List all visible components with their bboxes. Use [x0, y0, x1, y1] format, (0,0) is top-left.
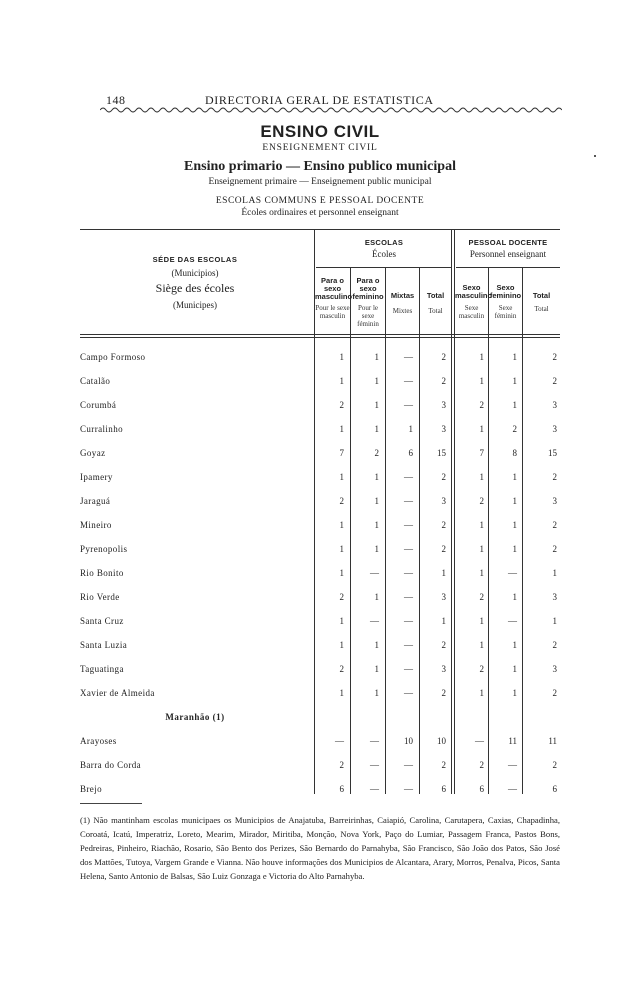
- footnote-rule: [80, 803, 142, 804]
- footnote: (1) Não mantinham escolas municipaes os Municipios de Anajatuba, Barreirinhas, Caiapió, Carolina, Carutapera, Caxias, Chapadinha, Coroatá, Icatú, Imperatriz, Loreto, Mearim, Mirador, Miritiba, Monção, Nova York, Paço do Lumiar, Passagem Franca, Pastos Bons, Pedreiras, Pinheiro, Riachão, Rosario, São Bento dos Perizes, São Bernardo do Parnahyba, São Francisco, São João dos Patos, São José dos Mattões, Tutoya, Vargem Grande e Vianna. Não houve informações dos Municipios de Alcantara, Arary, Morros, Penalva, Picos, Santa Helena, Santo Antonio de Balsas, São Luiz Gonzaga e Victoria do Alto Parnahyba.: [80, 815, 560, 881]
- table-cell: 3: [441, 400, 446, 410]
- table-cell: 2: [552, 688, 557, 698]
- table-cell: 1: [512, 544, 517, 554]
- table-cell: 1: [512, 352, 517, 362]
- table-cell: 2: [339, 592, 344, 602]
- table-cell: 2: [552, 520, 557, 530]
- table-row: [0, 520, 640, 534]
- table-cell: 2: [339, 664, 344, 674]
- table-row: [0, 760, 640, 774]
- table-row: [0, 424, 640, 438]
- table-cell: 1: [339, 688, 344, 698]
- table-cell: 2: [479, 760, 484, 770]
- table-cell: 3: [552, 664, 557, 674]
- table-cell: 7: [339, 448, 344, 458]
- group-pessoal-pt: PESSOAL DOCENTE: [468, 238, 548, 247]
- speck: [594, 155, 596, 157]
- table-cell: —: [404, 616, 413, 626]
- table-cell: 1: [479, 472, 484, 482]
- row-label: Arayoses: [80, 736, 117, 746]
- table-cell: 1: [512, 640, 517, 650]
- table-cell: —: [404, 760, 413, 770]
- table-cell: —: [404, 640, 413, 650]
- table-cell: 1: [374, 352, 379, 362]
- table-cell: 1: [339, 376, 344, 386]
- table-cell: 2: [441, 688, 446, 698]
- table-cell: 2: [441, 640, 446, 650]
- table-cell: 2: [552, 640, 557, 650]
- table-cell: —: [508, 784, 517, 794]
- row-label: Mineiro: [80, 520, 112, 530]
- table-cell: 1: [339, 424, 344, 434]
- row-label: Goyaz: [80, 448, 106, 458]
- table-cell: 1: [339, 616, 344, 626]
- col-divider: [451, 229, 452, 794]
- table-title: ESCOLAS COMMUNS E PESSOAL DOCENTE: [215, 196, 425, 206]
- table-cell: 1: [339, 568, 344, 578]
- table-cell: —: [370, 568, 379, 578]
- table-cell: —: [404, 472, 413, 482]
- col-header: [523, 292, 560, 300]
- table-cell: 6: [441, 784, 446, 794]
- row-label: Taguatinga: [80, 664, 124, 674]
- table-cell: 1: [374, 688, 379, 698]
- table-cell: 1: [374, 496, 379, 506]
- row-label: Xavier de Almeida: [80, 688, 155, 698]
- table-cell: 2: [441, 760, 446, 770]
- table-cell: 1: [374, 520, 379, 530]
- table-cell: 1: [479, 616, 484, 626]
- table-row: [0, 376, 640, 390]
- section-title-fr: Enseignement primaire — Enseignement public municipal: [208, 177, 432, 187]
- table-row: [0, 496, 640, 510]
- table-cell: 8: [512, 448, 517, 458]
- main-title-fr: ENSEIGNEMENT CIVIL: [262, 143, 378, 153]
- table-cell: —: [404, 520, 413, 530]
- table-cell: 1: [479, 520, 484, 530]
- table-title-fr: Écoles ordinaires et personnel enseignant: [241, 208, 399, 218]
- table-row: [0, 736, 640, 750]
- col-header-fr: Sexe féminin: [494, 304, 517, 320]
- table-cell: —: [404, 352, 413, 362]
- row-label: Ipamery: [80, 472, 113, 482]
- table-cell: 15: [548, 448, 557, 458]
- table-cell: 3: [552, 592, 557, 602]
- table-cell: —: [335, 736, 344, 746]
- col-header: [455, 283, 493, 300]
- table-cell: 1: [339, 640, 344, 650]
- table-cell: 1: [374, 472, 379, 482]
- table-cell: 1: [512, 520, 517, 530]
- table-cell: 2: [552, 760, 557, 770]
- row-label: Rio Verde: [80, 592, 120, 602]
- table-cell: 1: [512, 376, 517, 386]
- col-header-fr: Sexe masculin: [458, 304, 485, 320]
- col-header: [386, 292, 419, 300]
- table-cell: 3: [441, 424, 446, 434]
- col-header-fr: Total: [534, 305, 549, 313]
- table-cell: 2: [479, 400, 484, 410]
- col-header-label: Sexo masculino: [455, 283, 493, 300]
- table-cell: 6: [408, 448, 413, 458]
- table-cell: 1: [441, 568, 446, 578]
- table-row: [0, 640, 640, 654]
- table-cell: —: [404, 688, 413, 698]
- table-cell: —: [404, 568, 413, 578]
- table-row: [0, 400, 640, 414]
- main-title: ENSINO CIVIL: [260, 122, 380, 141]
- row-label: Santa Luzia: [80, 640, 128, 650]
- table-cell: 1: [552, 616, 557, 626]
- table-cell: 10: [437, 736, 446, 746]
- col-header-label: Para o sexo masculino: [315, 276, 353, 301]
- col-header: [489, 284, 522, 300]
- table-top-rule: [80, 229, 560, 230]
- table-row: [0, 664, 640, 678]
- table-cell: —: [404, 496, 413, 506]
- table-cell: 3: [441, 592, 446, 602]
- table-cell: 6: [552, 784, 557, 794]
- col-header-label: Total: [532, 291, 551, 300]
- table-cell: —: [404, 664, 413, 674]
- table-cell: 1: [339, 472, 344, 482]
- table-cell: 2: [512, 424, 517, 434]
- table-cell: 1: [374, 544, 379, 554]
- section-title: Ensino primario — Ensino publico municipal: [184, 159, 456, 174]
- table-cell: 1: [479, 640, 484, 650]
- group-escolas-fr: Écoles: [372, 249, 396, 259]
- col-header-label: Para o sexo feminino: [352, 276, 384, 301]
- table-cell: 6: [339, 784, 344, 794]
- table-cell: 1: [512, 472, 517, 482]
- table-cell: 2: [374, 448, 379, 458]
- table-cell: —: [404, 544, 413, 554]
- group-escolas: [316, 238, 452, 259]
- table-cell: 10: [404, 736, 413, 746]
- table-cell: 15: [437, 448, 446, 458]
- table-cell: 1: [512, 688, 517, 698]
- table-cell: 1: [339, 520, 344, 530]
- table-cell: 11: [548, 736, 557, 746]
- col-header-fr: Total: [428, 307, 443, 315]
- table-cell: 1: [479, 376, 484, 386]
- wavy-rule: [100, 106, 562, 114]
- stub-header: [80, 255, 310, 310]
- table-cell: 2: [441, 544, 446, 554]
- table-cell: 2: [479, 496, 484, 506]
- group-escolas-pt: ESCOLAS: [364, 238, 404, 247]
- table-cell: —: [404, 400, 413, 410]
- table-cell: 2: [479, 664, 484, 674]
- table-cell: —: [404, 784, 413, 794]
- table-cell: 1: [512, 592, 517, 602]
- table-row: [0, 448, 640, 462]
- col-header-label: Total: [426, 291, 445, 300]
- stub-sub-fr: Siège des écoles: [155, 281, 235, 295]
- table-cell: 2: [339, 496, 344, 506]
- col-header-fr: Pour le sexe masculin: [315, 304, 350, 320]
- table-cell: 2: [339, 400, 344, 410]
- table-cell: 1: [408, 424, 413, 434]
- group-pessoal: [456, 238, 560, 259]
- table-row: [0, 592, 640, 606]
- table-cell: —: [370, 760, 379, 770]
- row-label: Santa Cruz: [80, 616, 124, 626]
- table-cell: 2: [339, 760, 344, 770]
- table-cell: 11: [508, 736, 517, 746]
- col-header-label: Mixtas: [390, 291, 415, 300]
- table-cell: 3: [552, 400, 557, 410]
- row-label: Jaraguá: [80, 496, 111, 506]
- table-cell: 1: [479, 568, 484, 578]
- escolas-group-rule: [316, 267, 452, 268]
- row-label: Campo Formoso: [80, 352, 146, 362]
- pessoal-group-rule: [456, 267, 560, 268]
- row-label: Corumbá: [80, 400, 117, 410]
- table-cell: 6: [479, 784, 484, 794]
- table-cell: —: [475, 736, 484, 746]
- table-cell: 1: [339, 352, 344, 362]
- table-cell: 1: [374, 664, 379, 674]
- table-cell: 3: [552, 424, 557, 434]
- col-header: [420, 292, 451, 300]
- col-header: [351, 277, 385, 301]
- row-label: Barra do Corda: [80, 760, 142, 770]
- page-number: 148: [106, 93, 126, 107]
- table-cell: 1: [339, 544, 344, 554]
- table-cell: 3: [441, 664, 446, 674]
- section-heading-maranhao: Maranhão (1): [165, 712, 225, 722]
- table-cell: 1: [374, 376, 379, 386]
- table-cell: 2: [441, 472, 446, 482]
- row-label: Catalão: [80, 376, 111, 386]
- table-cell: 1: [374, 592, 379, 602]
- col-header-fr: Pour le sexe féminin: [357, 304, 379, 328]
- row-label: Curralinho: [80, 424, 123, 434]
- stub-title: SÉDE DAS ESCOLAS: [152, 255, 238, 264]
- table-cell: —: [404, 592, 413, 602]
- table-cell: 1: [479, 352, 484, 362]
- table-cell: —: [508, 616, 517, 626]
- stub-sub1: (Municipios): [171, 268, 219, 278]
- table-cell: 1: [512, 496, 517, 506]
- table-cell: —: [404, 376, 413, 386]
- table-row: [0, 688, 640, 702]
- table-cell: 7: [479, 448, 484, 458]
- stub-sub2: (Municipes): [173, 300, 217, 310]
- col-header: [315, 276, 353, 301]
- row-label: Pyrenopolis: [80, 544, 128, 554]
- table-cell: —: [370, 616, 379, 626]
- table-cell: 1: [479, 544, 484, 554]
- table-cell: 1: [374, 400, 379, 410]
- table-cell: —: [370, 784, 379, 794]
- row-label: Rio Bonito: [80, 568, 124, 578]
- col-header-fr: Mixtes: [392, 307, 413, 315]
- table-cell: 2: [441, 352, 446, 362]
- table-row: [0, 352, 640, 366]
- group-pessoal-fr: Personnel enseignant: [469, 249, 547, 259]
- table-cell: 3: [441, 496, 446, 506]
- running-title: DIRECTORIA GERAL DE ESTATISTICA: [205, 93, 434, 107]
- table-cell: 1: [552, 568, 557, 578]
- row-label: Brejo: [80, 784, 102, 794]
- table-cell: —: [370, 736, 379, 746]
- table-row: [0, 472, 640, 486]
- table-row: [0, 568, 640, 582]
- table-cell: 1: [512, 400, 517, 410]
- table-row: [0, 544, 640, 558]
- table-cell: 2: [552, 376, 557, 386]
- table-cell: 2: [552, 544, 557, 554]
- table-cell: 1: [441, 616, 446, 626]
- table-cell: 2: [552, 352, 557, 362]
- table-cell: 1: [479, 424, 484, 434]
- table-cell: 1: [512, 664, 517, 674]
- table-cell: —: [508, 568, 517, 578]
- table-cell: 2: [441, 376, 446, 386]
- table-cell: 2: [441, 520, 446, 530]
- table-cell: 1: [374, 640, 379, 650]
- table-cell: 2: [479, 592, 484, 602]
- col-header-label: Sexo feminino: [489, 283, 522, 300]
- table-cell: 1: [479, 688, 484, 698]
- table-cell: —: [508, 760, 517, 770]
- table-row: [0, 616, 640, 630]
- table-cell: 3: [552, 496, 557, 506]
- table-cell: 2: [552, 472, 557, 482]
- table-row: [0, 784, 640, 798]
- table-cell: 1: [374, 424, 379, 434]
